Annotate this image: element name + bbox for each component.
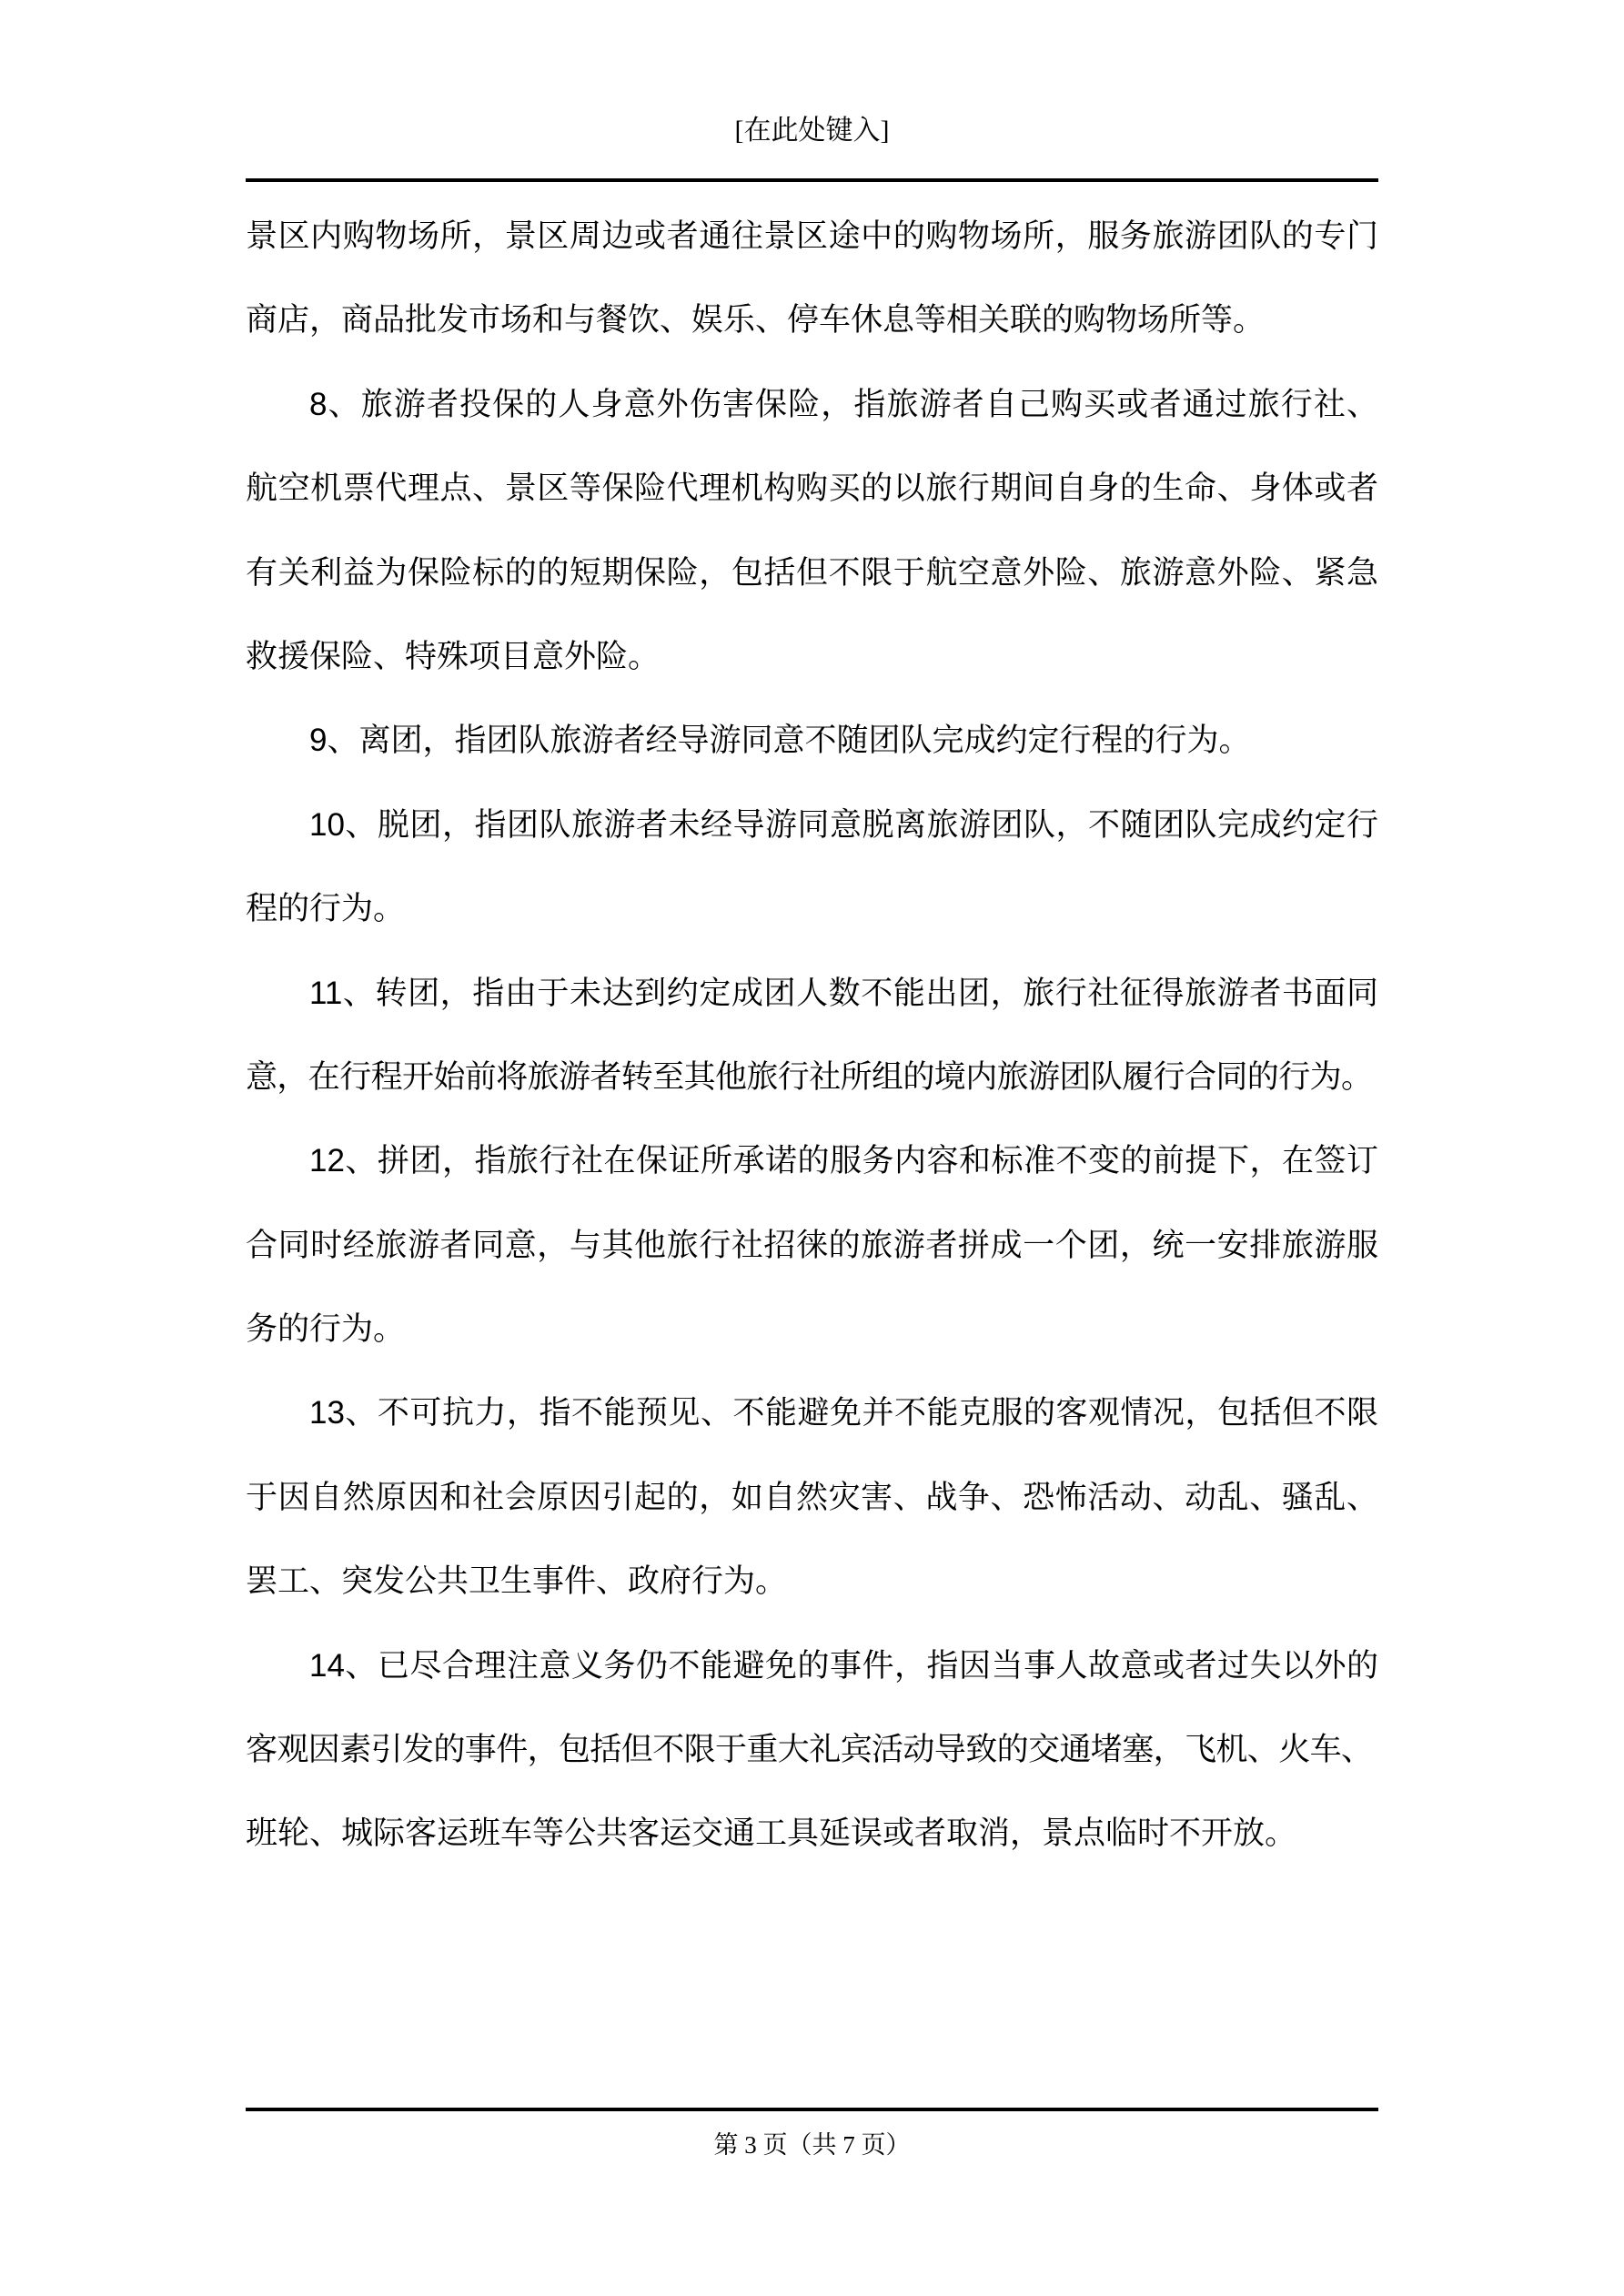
text-line: 合同时经旅游者同意，与其他旅行社招徕的旅游者拼成一个团，统一安排旅游服 xyxy=(246,1227,1378,1263)
text-line: 景区内购物场所，景区周边或者通往景区途中的购物场所，服务旅游团队的专门 xyxy=(246,218,1378,254)
text-line: 10、脱团，指团队旅游者未经导游同意脱离旅游团队，不随团队完成约定行 xyxy=(309,806,1378,843)
text-line: 14、已尽合理注意义务仍不能避免的事件，指因当事人故意或者过失以外的 xyxy=(309,1647,1378,1684)
text-line: 11、转团，指由于未达到约定成团人数不能出团，旅行社征得旅游者书面同 xyxy=(309,975,1378,1011)
text-line: 救援保险、特殊项目意外险。 xyxy=(246,638,661,674)
text-line: 有关利益为保险标的的短期保险，包括但不限于航空意外险、旅游意外险、紧急 xyxy=(246,554,1378,591)
header-rule xyxy=(246,178,1378,182)
text-line: 13、不可抗力，指不能预见、不能避免并不能克服的客观情况，包括但不限 xyxy=(309,1395,1378,1431)
document-body xyxy=(246,195,1378,1876)
text-line: 程的行为。 xyxy=(246,891,406,927)
footer-rule xyxy=(246,2108,1378,2111)
text-line: 商店，商品批发市场和与餐饮、娱乐、停车休息等相关联的购物场所等。 xyxy=(246,302,1266,339)
text-line: 意，在行程开始前将旅游者转至其他旅行社所组的境内旅游团队履行合同的行为。 xyxy=(246,1058,1373,1095)
text-line: 客观因素引发的事件，包括但不限于重大礼宾活动导致的交通堵塞，飞机、火车、 xyxy=(246,1732,1373,1768)
text-line: 于因自然原因和社会原因引起的，如自然灾害、战争、恐怖活动、动乱、骚乱、 xyxy=(246,1479,1378,1515)
text-line: 务的行为。 xyxy=(246,1311,406,1348)
text-line: 班轮、城际客运班车等公共客运交通工具延误或者取消，景点临时不开放。 xyxy=(246,1816,1297,1852)
text-line: 8、旅游者投保的人身意外伤害保险，指旅游者自己购买或者通过旅行社、 xyxy=(309,386,1378,422)
footer-page-number: 第 3 页（共 7 页） xyxy=(713,2131,911,2159)
header-placeholder: [在此处键入] xyxy=(734,116,890,146)
text-line: 罢工、突发公共卫生事件、政府行为。 xyxy=(246,1563,788,1600)
text-line: 9、离团，指团队旅游者经导游同意不随团队完成约定行程的行为。 xyxy=(309,723,1251,759)
text-line: 12、拼团，指旅行社在保证所承诺的服务内容和标准不变的前提下，在签订 xyxy=(309,1143,1378,1179)
text-line: 航空机票代理点、景区等保险代理机构购买的以旅行期间自身的生命、身体或者 xyxy=(246,470,1378,507)
